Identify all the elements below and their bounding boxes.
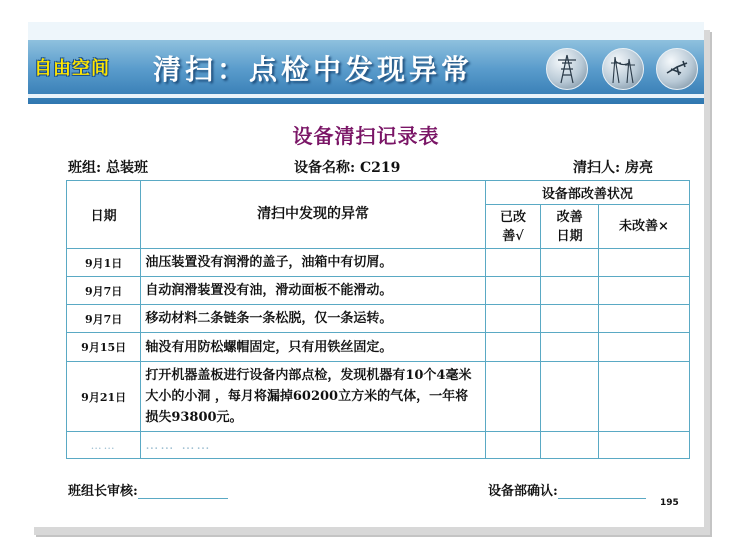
banner-title: 清扫：点检中发现异常 [153, 53, 474, 86]
logo: 自由空间 [34, 58, 110, 79]
header-improve-date-line2: 日期 [556, 228, 583, 244]
row-issue: 打开机器盖板进行设备内部点检，发现机器有10个4毫米大小的小洞 ，每月将漏掉60200立方米的气体，一年将损失93800元。 [141, 362, 485, 432]
header-improve-date-line1: 改善 [556, 209, 583, 225]
cleaning-record-table [66, 180, 690, 459]
cell-not-improved[interactable] [598, 432, 689, 459]
row-issue: 油压装置没有润滑的盖子，油箱中有切屑。 [141, 249, 485, 277]
team-leader-review [68, 480, 228, 499]
cell-improved[interactable] [485, 362, 540, 432]
cell-improve-date[interactable] [541, 362, 599, 432]
table-row [67, 305, 690, 333]
cell-not-improved[interactable] [598, 277, 689, 305]
table-row [67, 333, 690, 362]
row-issue: …… …… [141, 432, 485, 459]
cell-improve-date[interactable] [541, 305, 599, 333]
header-improved-line2: 善√ [502, 228, 524, 244]
row-date: 9月1日 [67, 249, 141, 277]
cell-improved[interactable] [485, 277, 540, 305]
header-issue: 清扫中发现的异常 [141, 181, 485, 249]
banner-stripe [28, 94, 704, 98]
cell-improve-date[interactable] [541, 277, 599, 305]
row-issue: 自动润滑装置没有油，滑动面板不能滑动。 [141, 277, 485, 305]
header-improved-line1: 已改 [500, 209, 527, 225]
cell-improve-date[interactable] [541, 333, 599, 362]
page-number: 195 [660, 498, 679, 508]
header-improvement-status: 设备部改善状况 [485, 181, 689, 205]
header-improved [485, 205, 540, 249]
cell-improve-date[interactable] [541, 432, 599, 459]
document-title: 设备清扫记录表 [292, 124, 440, 148]
header-banner [28, 22, 704, 104]
header-not-improved: 未改善× [598, 205, 689, 249]
equipment-label: 设备名称: C219 [294, 160, 401, 176]
slide [28, 22, 704, 527]
table-row [67, 249, 690, 277]
cell-improved[interactable] [485, 432, 540, 459]
row-issue: 移动材料二条链条一条松脱，仅一条运转。 [141, 305, 485, 333]
cell-improve-date[interactable] [541, 249, 599, 277]
cell-not-improved[interactable] [598, 305, 689, 333]
team-label: 班组: 总装班 [68, 160, 149, 176]
power-line-icon [602, 48, 644, 90]
table-row [67, 432, 690, 459]
row-issue: 轴没有用防松螺帽固定，只有用铁丝固定。 [141, 333, 485, 362]
equipment-dept-confirm [488, 480, 646, 499]
cell-improved[interactable] [485, 333, 540, 362]
header-improve-date [541, 205, 599, 249]
satellite-icon [656, 48, 698, 90]
table-row [67, 362, 690, 432]
row-date: 9月21日 [67, 362, 141, 432]
table-row [67, 277, 690, 305]
power-tower-icon [546, 48, 588, 90]
equipment-dept-signature-line[interactable] [558, 498, 646, 499]
cell-not-improved[interactable] [598, 249, 689, 277]
cell-improved[interactable] [485, 305, 540, 333]
team-leader-signature-line[interactable] [138, 498, 228, 499]
row-date: 9月7日 [67, 277, 141, 305]
header-date: 日期 [67, 181, 141, 249]
cell-improved[interactable] [485, 249, 540, 277]
row-date: 9月15日 [67, 333, 141, 362]
row-date: 9月7日 [67, 305, 141, 333]
cell-not-improved[interactable] [598, 333, 689, 362]
cleaner-label: 清扫人: 房亮 [573, 160, 654, 176]
row-date: …… [67, 432, 141, 459]
equipment-dept-confirm-label: 设备部确认: [488, 484, 558, 499]
team-leader-review-label: 班组长审核: [68, 484, 138, 499]
cell-not-improved[interactable] [598, 362, 689, 432]
